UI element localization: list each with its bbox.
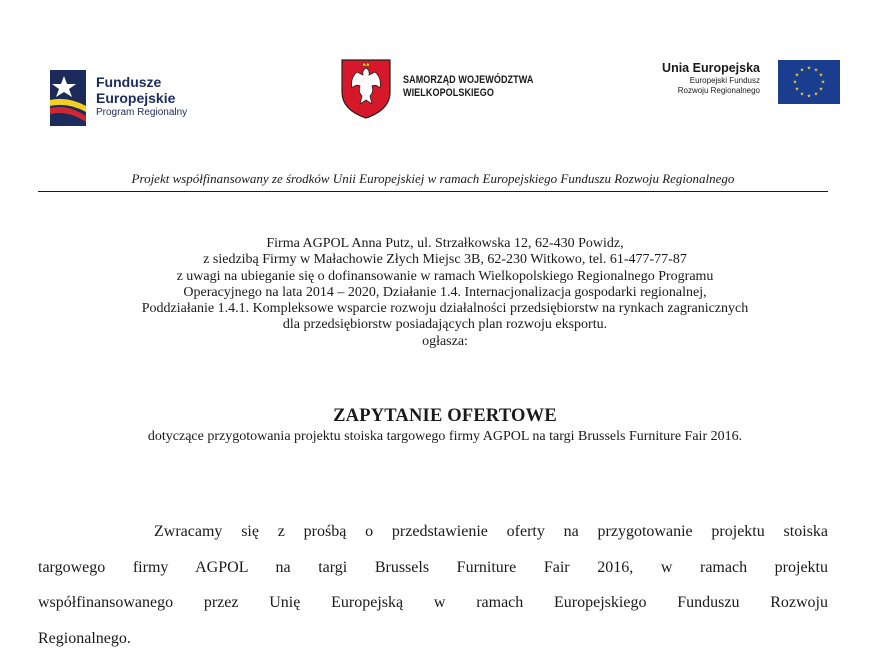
cofinancing-note: Projekt współfinansowany ze środków Unii Europejskiej w ramach Europejskiego Funduszu Rozwoju Regionalnego — [131, 171, 735, 186]
body-line: Regionalnego. — [38, 629, 131, 647]
announcement-intro — [20, 236, 870, 350]
intro-line: Firma AGPOL Anna Putz, ul. Strzałkowska 12, 62-430 Powidz, — [266, 236, 624, 251]
svg-text:★: ★ — [806, 65, 812, 72]
eu-text — [662, 60, 760, 96]
fundusze-emblem-icon — [50, 70, 86, 126]
svg-text:★: ★ — [794, 72, 800, 79]
svg-text:★: ★ — [794, 86, 800, 93]
intro-line: Operacyjnego na lata 2014 – 2020, Działanie 1.4. Internacjonalizacja gospodarki regionalnej, — [183, 284, 707, 300]
eu-title: Unia Europejska — [662, 61, 760, 75]
fundusze-line2: Europejskie — [96, 90, 176, 106]
intro-line: dla przedsiębiorstw posiadających plan rozwoju eksportu. — [282, 317, 608, 333]
samorzad-line1: SAMORZĄD WOJEWÓDZTWA — [403, 74, 534, 86]
samorzad-logo — [340, 58, 550, 122]
body-line: Zwracamy się z prośbą o przedstawienie oferty na przygotowanie projektu stoiska — [154, 523, 828, 540]
intro-line: z uwagi na ubieganie się o dofinansowanie w ramach Wielkopolskiego Regionalnego Programu — [176, 268, 714, 284]
intro-line: z siedzibą Firmy w Małachowie Złych Miejsc 3B, 62-230 Witkowo, tel. 61-477-77-87 — [203, 252, 687, 268]
intro-line: Poddziałanie 1.4.1. Kompleksowe wsparcie rozwoju działalności przedsiębiorstw na rynkach zagranicznych — [141, 301, 749, 317]
eu-sub1: Europejski Fundusz — [689, 76, 760, 85]
eagle-shield-icon — [340, 58, 392, 120]
svg-text:★: ★ — [799, 67, 805, 74]
fundusze-line1: Fundusze — [96, 74, 162, 90]
svg-text:★: ★ — [818, 72, 824, 79]
eu-flag-icon — [778, 60, 840, 104]
samorzad-text — [403, 74, 533, 100]
fundusze-line3: Program Regionalny — [96, 107, 188, 118]
svg-text:★: ★ — [820, 79, 826, 86]
samorzad-line2: WIELKOPOLSKIEGO — [403, 87, 494, 99]
horizontal-rule — [38, 191, 828, 192]
unia-europejska-logo — [640, 58, 840, 108]
intro-line: ogłasza: — [422, 333, 468, 349]
svg-text:★: ★ — [799, 91, 805, 98]
body-paragraph — [38, 514, 828, 656]
document-title: ZAPYTANIE OFERTOWE — [333, 406, 557, 426]
svg-text:★: ★ — [813, 67, 819, 74]
fundusze-europejskie-logo — [50, 68, 220, 128]
svg-text:★: ★ — [806, 93, 812, 100]
document-subtitle: dotyczące przygotowania projektu stoiska targowego firmy AGPOL na targi Brussels Furniture Fair 2016. — [147, 429, 743, 444]
eu-sub2: Rozwoju Regionalnego — [677, 86, 760, 95]
body-line: współfinansowanego przez Unię Europejską w ramach Europejskiego Funduszu Rozwoju — [38, 594, 828, 611]
svg-text:★: ★ — [813, 91, 819, 98]
body-line: targowego firmy AGPOL na targi Brussels Furniture Fair 2016, w ramach projektu — [38, 558, 828, 576]
svg-text:★: ★ — [792, 79, 798, 86]
svg-text:★: ★ — [818, 86, 824, 93]
fundusze-text — [96, 74, 187, 120]
